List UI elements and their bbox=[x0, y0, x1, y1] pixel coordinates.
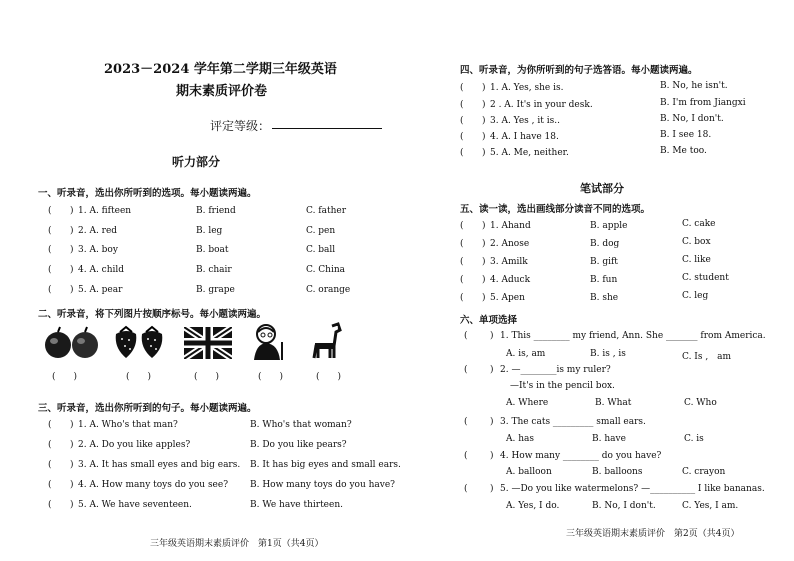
page-footer: 三年级英语期末素质评价 第2页（共4页） bbox=[566, 529, 740, 539]
answer-paren[interactable]: ( bbox=[48, 500, 52, 510]
order-blank[interactable]: ( ) bbox=[316, 372, 342, 382]
option-a: hand bbox=[508, 221, 531, 231]
option-b: B. fun bbox=[590, 275, 618, 285]
giraffe-picture bbox=[306, 322, 350, 362]
option-b: B. chair bbox=[196, 265, 232, 275]
question-text: ) bbox=[482, 257, 486, 267]
grandpa-picture bbox=[244, 322, 290, 362]
option-c: C. leg bbox=[682, 291, 709, 301]
answer-paren[interactable]: ( bbox=[48, 460, 52, 470]
option-a: milk bbox=[508, 257, 528, 267]
option-b: B. It has big eyes and small ears. bbox=[250, 460, 401, 470]
answer-paren[interactable]: ( bbox=[48, 245, 52, 255]
option-c: C. orange bbox=[306, 285, 351, 295]
option-c: C. Is , am bbox=[682, 352, 732, 362]
question-text: 3. The cats _________ small ears. bbox=[500, 417, 646, 427]
option-b: B. dog bbox=[590, 239, 620, 249]
answer-paren[interactable]: ( bbox=[460, 83, 464, 93]
option-c: C. box bbox=[682, 237, 711, 247]
option-c: C. is bbox=[684, 434, 704, 444]
option-c: C. pen bbox=[306, 226, 336, 236]
option-a: 5. A. We have seventeen. bbox=[78, 500, 192, 510]
option-b: B. What bbox=[595, 398, 632, 408]
right-page bbox=[420, 0, 794, 561]
section-3-heading: 三、听录音，选出你所听到的句子。每小题读两遍。 bbox=[38, 403, 257, 414]
question-text: ) bbox=[490, 331, 494, 341]
question-text: ) bbox=[70, 500, 74, 510]
option-a: A. Yes, I do. bbox=[506, 501, 560, 511]
question-text: 5. —Do you like watermelons? —__________ I like bananas. bbox=[500, 484, 765, 494]
question-text: ) bbox=[482, 83, 486, 93]
option-b: B. have bbox=[592, 434, 626, 444]
answer-paren[interactable]: ( bbox=[460, 132, 464, 142]
question-text: ) bbox=[70, 206, 74, 216]
question-text: ) bbox=[482, 116, 486, 126]
option-b: B. Do you like pears? bbox=[250, 440, 347, 450]
answer-paren[interactable]: ( bbox=[464, 484, 468, 494]
answer-paren[interactable]: ( bbox=[460, 148, 464, 158]
question-text: ) bbox=[482, 132, 486, 142]
option-a: A. balloon bbox=[506, 467, 552, 477]
option-c: C. like bbox=[682, 255, 711, 265]
question-number: 2. A. bbox=[490, 239, 511, 249]
option-b: B. We have thirteen. bbox=[250, 500, 343, 510]
option-a: 1. A. Who's that man? bbox=[78, 420, 178, 430]
option-a: 1. A. Yes, she is. bbox=[490, 83, 564, 93]
option-a: 2 . A. It's in your desk. bbox=[490, 100, 593, 110]
option-a: 5. A. Me, neither. bbox=[490, 148, 569, 158]
answer-paren[interactable]: ( bbox=[464, 365, 468, 375]
option-b: B. Me too. bbox=[660, 146, 707, 156]
option-a: 4. A. child bbox=[78, 265, 125, 275]
answer-paren[interactable]: ( bbox=[48, 206, 52, 216]
section-4-heading: 四、听录音，为你所听到的句子选答语。每小题读两遍。 bbox=[460, 65, 698, 76]
page-footer: 三年级英语期末素质评价 第1页（共4页） bbox=[150, 539, 324, 549]
answer-paren[interactable]: ( bbox=[460, 221, 464, 231]
question-text: ) bbox=[70, 440, 74, 450]
question-text: ) bbox=[490, 451, 494, 461]
listening-heading: 听力部分 bbox=[172, 155, 221, 169]
option-a: 1. A. fifteen bbox=[78, 206, 132, 216]
answer-paren[interactable]: ( bbox=[48, 440, 52, 450]
answer-paren[interactable]: ( bbox=[460, 257, 464, 267]
option-c: C. student bbox=[682, 273, 729, 283]
answer-paren[interactable]: ( bbox=[48, 265, 52, 275]
option-b: B. gift bbox=[590, 257, 618, 267]
section-6-heading: 六、单项选择 bbox=[460, 315, 518, 326]
question-text: ) bbox=[482, 100, 486, 110]
option-a: 4. A. How many toys do you see? bbox=[78, 480, 229, 490]
answer-paren[interactable]: ( bbox=[460, 116, 464, 126]
option-c: C. crayon bbox=[682, 467, 726, 477]
question-text: ) bbox=[70, 265, 74, 275]
page-title: 2023－2024 学年第二学期三年级英语 bbox=[104, 62, 337, 77]
question-text: ) bbox=[482, 293, 486, 303]
option-b: B. No, he isn't. bbox=[660, 81, 728, 91]
option-c: C. cake bbox=[682, 219, 716, 229]
answer-paren[interactable]: ( bbox=[464, 417, 468, 427]
option-a: A. is, am bbox=[506, 349, 546, 359]
question-text: 4. How many ________ do you have? bbox=[500, 451, 662, 461]
order-blank[interactable]: ( ) bbox=[258, 372, 284, 382]
question-number: 3. A. bbox=[490, 257, 511, 267]
option-a: 2. A. red bbox=[78, 226, 118, 236]
answer-paren[interactable]: ( bbox=[460, 293, 464, 303]
question-text: 1. This ________ my friend, Ann. She _______ from America. bbox=[500, 331, 766, 341]
option-b: B. grape bbox=[196, 285, 235, 295]
option-b: B. I see 18. bbox=[660, 130, 712, 140]
answer-paren[interactable]: ( bbox=[460, 275, 464, 285]
option-b: B. No, I don't. bbox=[660, 114, 724, 124]
question-subtext: —It's in the pencil box. bbox=[510, 381, 615, 391]
option-a: 4. A. I have 18. bbox=[490, 132, 559, 142]
option-a: 3. A. Yes , it is.. bbox=[490, 116, 560, 126]
option-a: 3. A. boy bbox=[78, 245, 118, 255]
option-b: B. boat bbox=[196, 245, 229, 255]
answer-paren[interactable]: ( bbox=[464, 451, 468, 461]
option-c: C. Who bbox=[684, 398, 717, 408]
option-b: B. How many toys do you have? bbox=[250, 480, 396, 490]
question-text: 2. —________is my ruler? bbox=[500, 365, 611, 375]
option-b: B. I'm from Jiangxi bbox=[660, 98, 746, 108]
answer-paren[interactable]: ( bbox=[460, 100, 464, 110]
grade-input-line[interactable] bbox=[272, 128, 382, 129]
page-subtitle: 期末素质评价卷 bbox=[176, 84, 268, 99]
option-b: B. balloons bbox=[592, 467, 643, 477]
question-text: ) bbox=[482, 239, 486, 249]
question-text: ) bbox=[70, 226, 74, 236]
option-a: A. Where bbox=[506, 398, 549, 408]
answer-paren[interactable]: ( bbox=[464, 331, 468, 341]
question-number: 5. A. bbox=[490, 293, 511, 303]
question-text: ) bbox=[490, 484, 494, 494]
question-text: ) bbox=[490, 417, 494, 427]
option-b: B. leg bbox=[196, 226, 223, 236]
answer-paren[interactable]: ( bbox=[48, 480, 52, 490]
strawberries-picture bbox=[112, 324, 168, 360]
question-text: ) bbox=[70, 245, 74, 255]
writing-heading: 笔试部分 bbox=[580, 182, 624, 195]
grade-label: 评定等级： bbox=[210, 119, 271, 133]
option-c: C. China bbox=[306, 265, 346, 275]
option-c: C. Yes, I am. bbox=[682, 501, 739, 511]
question-text: ) bbox=[70, 460, 74, 470]
question-text: ) bbox=[70, 480, 74, 490]
option-b: B. she bbox=[590, 293, 619, 303]
answer-paren[interactable]: ( bbox=[48, 420, 52, 430]
uk-flag-picture bbox=[184, 327, 232, 359]
option-a: A. has bbox=[506, 434, 535, 444]
order-blank[interactable]: ( ) bbox=[52, 372, 78, 382]
option-b: B. No, I don't. bbox=[592, 501, 656, 511]
question-text: ) bbox=[482, 221, 486, 231]
order-blank[interactable]: ( ) bbox=[126, 372, 152, 382]
answer-paren[interactable]: ( bbox=[48, 285, 52, 295]
option-b: B. friend bbox=[196, 206, 236, 216]
section-1-heading: 一、听录音，选出你所听到的选项。每小题读两遍。 bbox=[38, 188, 257, 199]
option-a: duck bbox=[508, 275, 531, 285]
question-text: ) bbox=[482, 275, 486, 285]
apples-picture bbox=[42, 326, 104, 360]
option-a: nose bbox=[508, 239, 530, 249]
question-text: ) bbox=[482, 148, 486, 158]
option-a: 3. A. It has small eyes and big ears. bbox=[78, 460, 241, 470]
section-5-heading: 五、读一读，选出画线部分读音不同的选项。 bbox=[460, 204, 651, 215]
answer-paren[interactable]: ( bbox=[48, 226, 52, 236]
question-number: 4. A. bbox=[490, 275, 511, 285]
option-a: 2. A. Do you like apples? bbox=[78, 440, 191, 450]
question-text: ) bbox=[490, 365, 494, 375]
option-c: C. father bbox=[306, 206, 347, 216]
option-a: 5. A. pear bbox=[78, 285, 123, 295]
question-number: 1. A. bbox=[490, 221, 511, 231]
answer-paren[interactable]: ( bbox=[460, 239, 464, 249]
option-a: pen bbox=[508, 293, 525, 303]
question-text: ) bbox=[70, 420, 74, 430]
option-c: C. ball bbox=[306, 245, 336, 255]
order-blank[interactable]: ( ) bbox=[194, 372, 220, 382]
option-b: B. is , is bbox=[590, 349, 626, 359]
question-text: ) bbox=[70, 285, 74, 295]
option-b: B. Who's that woman? bbox=[250, 420, 352, 430]
option-b: B. apple bbox=[590, 221, 628, 231]
section-2-heading: 二、听录音，将下列图片按顺序标号。每小题读两遍。 bbox=[38, 309, 267, 320]
